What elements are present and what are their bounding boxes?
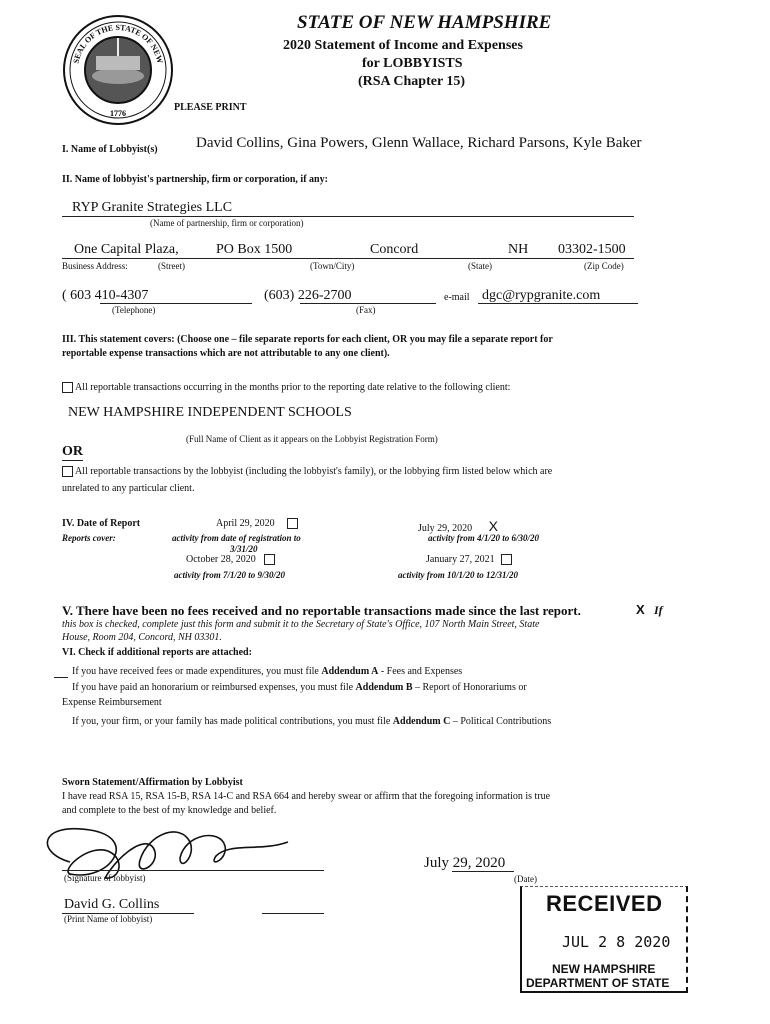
section6-label: VI. Check if additional reports are attached:	[62, 647, 252, 658]
sign-date: July 29, 2020	[424, 855, 506, 871]
sworn-text-2: and complete to the best of my knowledge and belief.	[62, 805, 277, 816]
signature-line	[62, 870, 324, 871]
phone-line	[100, 303, 252, 304]
stamp-line-1: NEW HAMPSHIRE	[552, 962, 656, 976]
section5-check-mark[interactable]: X	[636, 602, 645, 617]
date-line	[452, 871, 514, 872]
date-april	[216, 518, 298, 529]
unrelated-checkbox[interactable]	[62, 466, 73, 477]
print-name-line-2	[262, 913, 324, 914]
email-line	[478, 303, 638, 304]
date-april-label: April 29, 2020	[216, 518, 275, 529]
zip-caption: (Zip Code)	[584, 261, 624, 271]
business-caption: Business Address:	[62, 261, 128, 271]
date-of-report-label: IV. Date of Report	[62, 518, 141, 529]
fax-line	[300, 303, 436, 304]
fax-caption: (Fax)	[356, 305, 376, 315]
addendum-c-name: Addendum C	[392, 716, 451, 727]
page-title: STATE OF NEW HAMPSHIRE	[297, 12, 552, 33]
addendum-b-line2: Expense Reimbursement	[62, 697, 162, 708]
april-checkbox[interactable]	[287, 518, 298, 529]
seal-text-top: SEAL OF THE STATE OF NEW	[71, 22, 165, 65]
lobbyist-names: David Collins, Gina Powers, Glenn Wallace, Richard Parsons, Kyle Baker	[196, 135, 642, 151]
signature-caption: (Signature of lobbyist)	[64, 873, 146, 883]
firm-line	[62, 216, 634, 217]
sworn-text-1: I have read RSA 15, RSA 15-B, RSA 14-C and RSA 664 and hereby swear or affirm that the foregoing information is true	[62, 791, 551, 802]
phone-caption: (Telephone)	[112, 305, 156, 315]
section5-if: If	[654, 603, 663, 617]
section5-note-1: this box is checked, complete just this form and submit it to the Secretary of State's Office, 107 North Main Street, State	[62, 619, 540, 630]
date-january	[426, 554, 512, 565]
option-unrelated-line2: unrelated to any particular client.	[62, 483, 195, 494]
state-caption: (State)	[468, 261, 492, 271]
client-name: NEW HAMPSHIRE INDEPENDENT SCHOOLS	[68, 405, 352, 420]
city-caption: (Town/City)	[310, 261, 355, 271]
header-line-1: 2020 Statement of Income and Expenses	[283, 38, 523, 53]
seal-text-bottom: 1776	[110, 109, 126, 118]
fax-value: (603) 226-2700	[264, 288, 352, 303]
addendum-a-name: Addendum A	[321, 666, 379, 677]
july-activity: activity from 4/1/20 to 6/30/20	[428, 533, 539, 543]
received-stamp	[520, 886, 688, 993]
january-checkbox[interactable]	[501, 554, 512, 565]
state-value: NH	[508, 242, 529, 257]
october-checkbox[interactable]	[264, 554, 275, 565]
please-print: PLEASE PRINT	[174, 102, 247, 113]
addendum-b-text	[72, 682, 527, 693]
pobox-value: PO Box 1500	[216, 242, 293, 257]
addendum-c-lead: If you, your firm, or your family has made political contributions, you must file	[72, 716, 391, 727]
addendum-a-blank[interactable]	[54, 677, 68, 678]
date-october-label: October 28, 2020	[186, 554, 256, 565]
date-july	[418, 518, 498, 534]
print-name-caption: (Print Name of lobbyist)	[64, 914, 153, 924]
email-label: e-mail	[444, 292, 470, 303]
april-activity: activity from date of registration to	[172, 533, 301, 543]
state-seal	[62, 14, 174, 126]
street-caption: (Street)	[158, 261, 185, 271]
addendum-a-end: - Fees and Expenses	[380, 666, 463, 677]
addendum-c-end: – Political Contributions	[452, 716, 552, 727]
firm-value: RYP Granite Strategies LLC	[72, 200, 233, 215]
header-line-3: (RSA Chapter 15)	[358, 74, 466, 89]
october-activity: activity from 7/1/20 to 9/30/20	[174, 570, 285, 580]
date-caption: (Date)	[514, 874, 537, 884]
section3-label-1: III. This statement covers: (Choose one – file separate reports for each client, OR you may file a separate report for	[62, 334, 553, 345]
client-checkbox[interactable]	[62, 382, 73, 393]
reports-cover-label: Reports cover:	[62, 533, 116, 543]
date-january-label: January 27, 2021	[426, 554, 495, 565]
january-activity: activity from 10/1/20 to 12/31/20	[398, 570, 518, 580]
date-july-label: July 29, 2020	[418, 523, 473, 534]
email-value: dgc@rypgranite.com	[482, 288, 601, 303]
section5-label: V. There have been no fees received and no reportable transactions made since the last report.	[62, 603, 581, 618]
lobbyist-name-label: I. Name of Lobbyist(s)	[62, 144, 158, 155]
header-line-2: for LOBBYISTS	[362, 56, 463, 71]
firm-label: II. Name of lobbyist's partnership, firm or corporation, if any:	[62, 174, 328, 185]
april-activity-end: 3/31/20	[230, 544, 258, 554]
client-caption: (Full Name of Client as it appears on the Lobbyist Registration Form)	[186, 434, 438, 444]
stamp-title: RECEIVED	[546, 891, 663, 916]
stamp-date: JUL 2 8 2020	[562, 933, 671, 951]
or-label: OR	[62, 444, 83, 459]
zip-value: 03302-1500	[558, 242, 626, 257]
addendum-a-text	[72, 666, 462, 677]
section3-label-2: reportable expense transactions which are not attributable to any one client).	[62, 348, 390, 359]
option-client-label: All reportable transactions occurring in the months prior to the reporting date relative to the following client:	[74, 382, 511, 393]
sworn-title: Sworn Statement/Affirmation by Lobbyist	[62, 777, 243, 788]
addendum-b-lead: If you have paid an honorarium or reimbursed expenses, you must file	[72, 682, 354, 693]
stamp-line-2: DEPARTMENT OF STATE	[526, 976, 670, 990]
address-line	[62, 258, 634, 259]
option-unrelated-label: All reportable transactions by the lobbyist (including the lobbyist's family), or the lobbying firm listed below which are	[74, 466, 553, 477]
addendum-a-lead: If you have received fees or made expenditures, you must file	[72, 666, 319, 677]
date-october	[186, 554, 275, 565]
addendum-b-end: – Report of Honorariums or	[415, 682, 527, 693]
addendum-b-name: Addendum B	[355, 682, 413, 693]
option-unrelated	[62, 466, 552, 477]
addendum-c-text	[72, 716, 551, 727]
print-name: David G. Collins	[64, 897, 160, 912]
firm-caption: (Name of partnership, firm or corporation)	[150, 218, 304, 228]
option-client	[62, 382, 510, 393]
july-check-mark[interactable]: X	[488, 518, 499, 534]
city-value: Concord	[370, 242, 419, 257]
phone-value: ( 603 410-4307	[62, 288, 149, 303]
section5-note-2: House, Room 204, Concord, NH 03301.	[62, 632, 222, 643]
street-value: One Capital Plaza,	[74, 242, 179, 257]
